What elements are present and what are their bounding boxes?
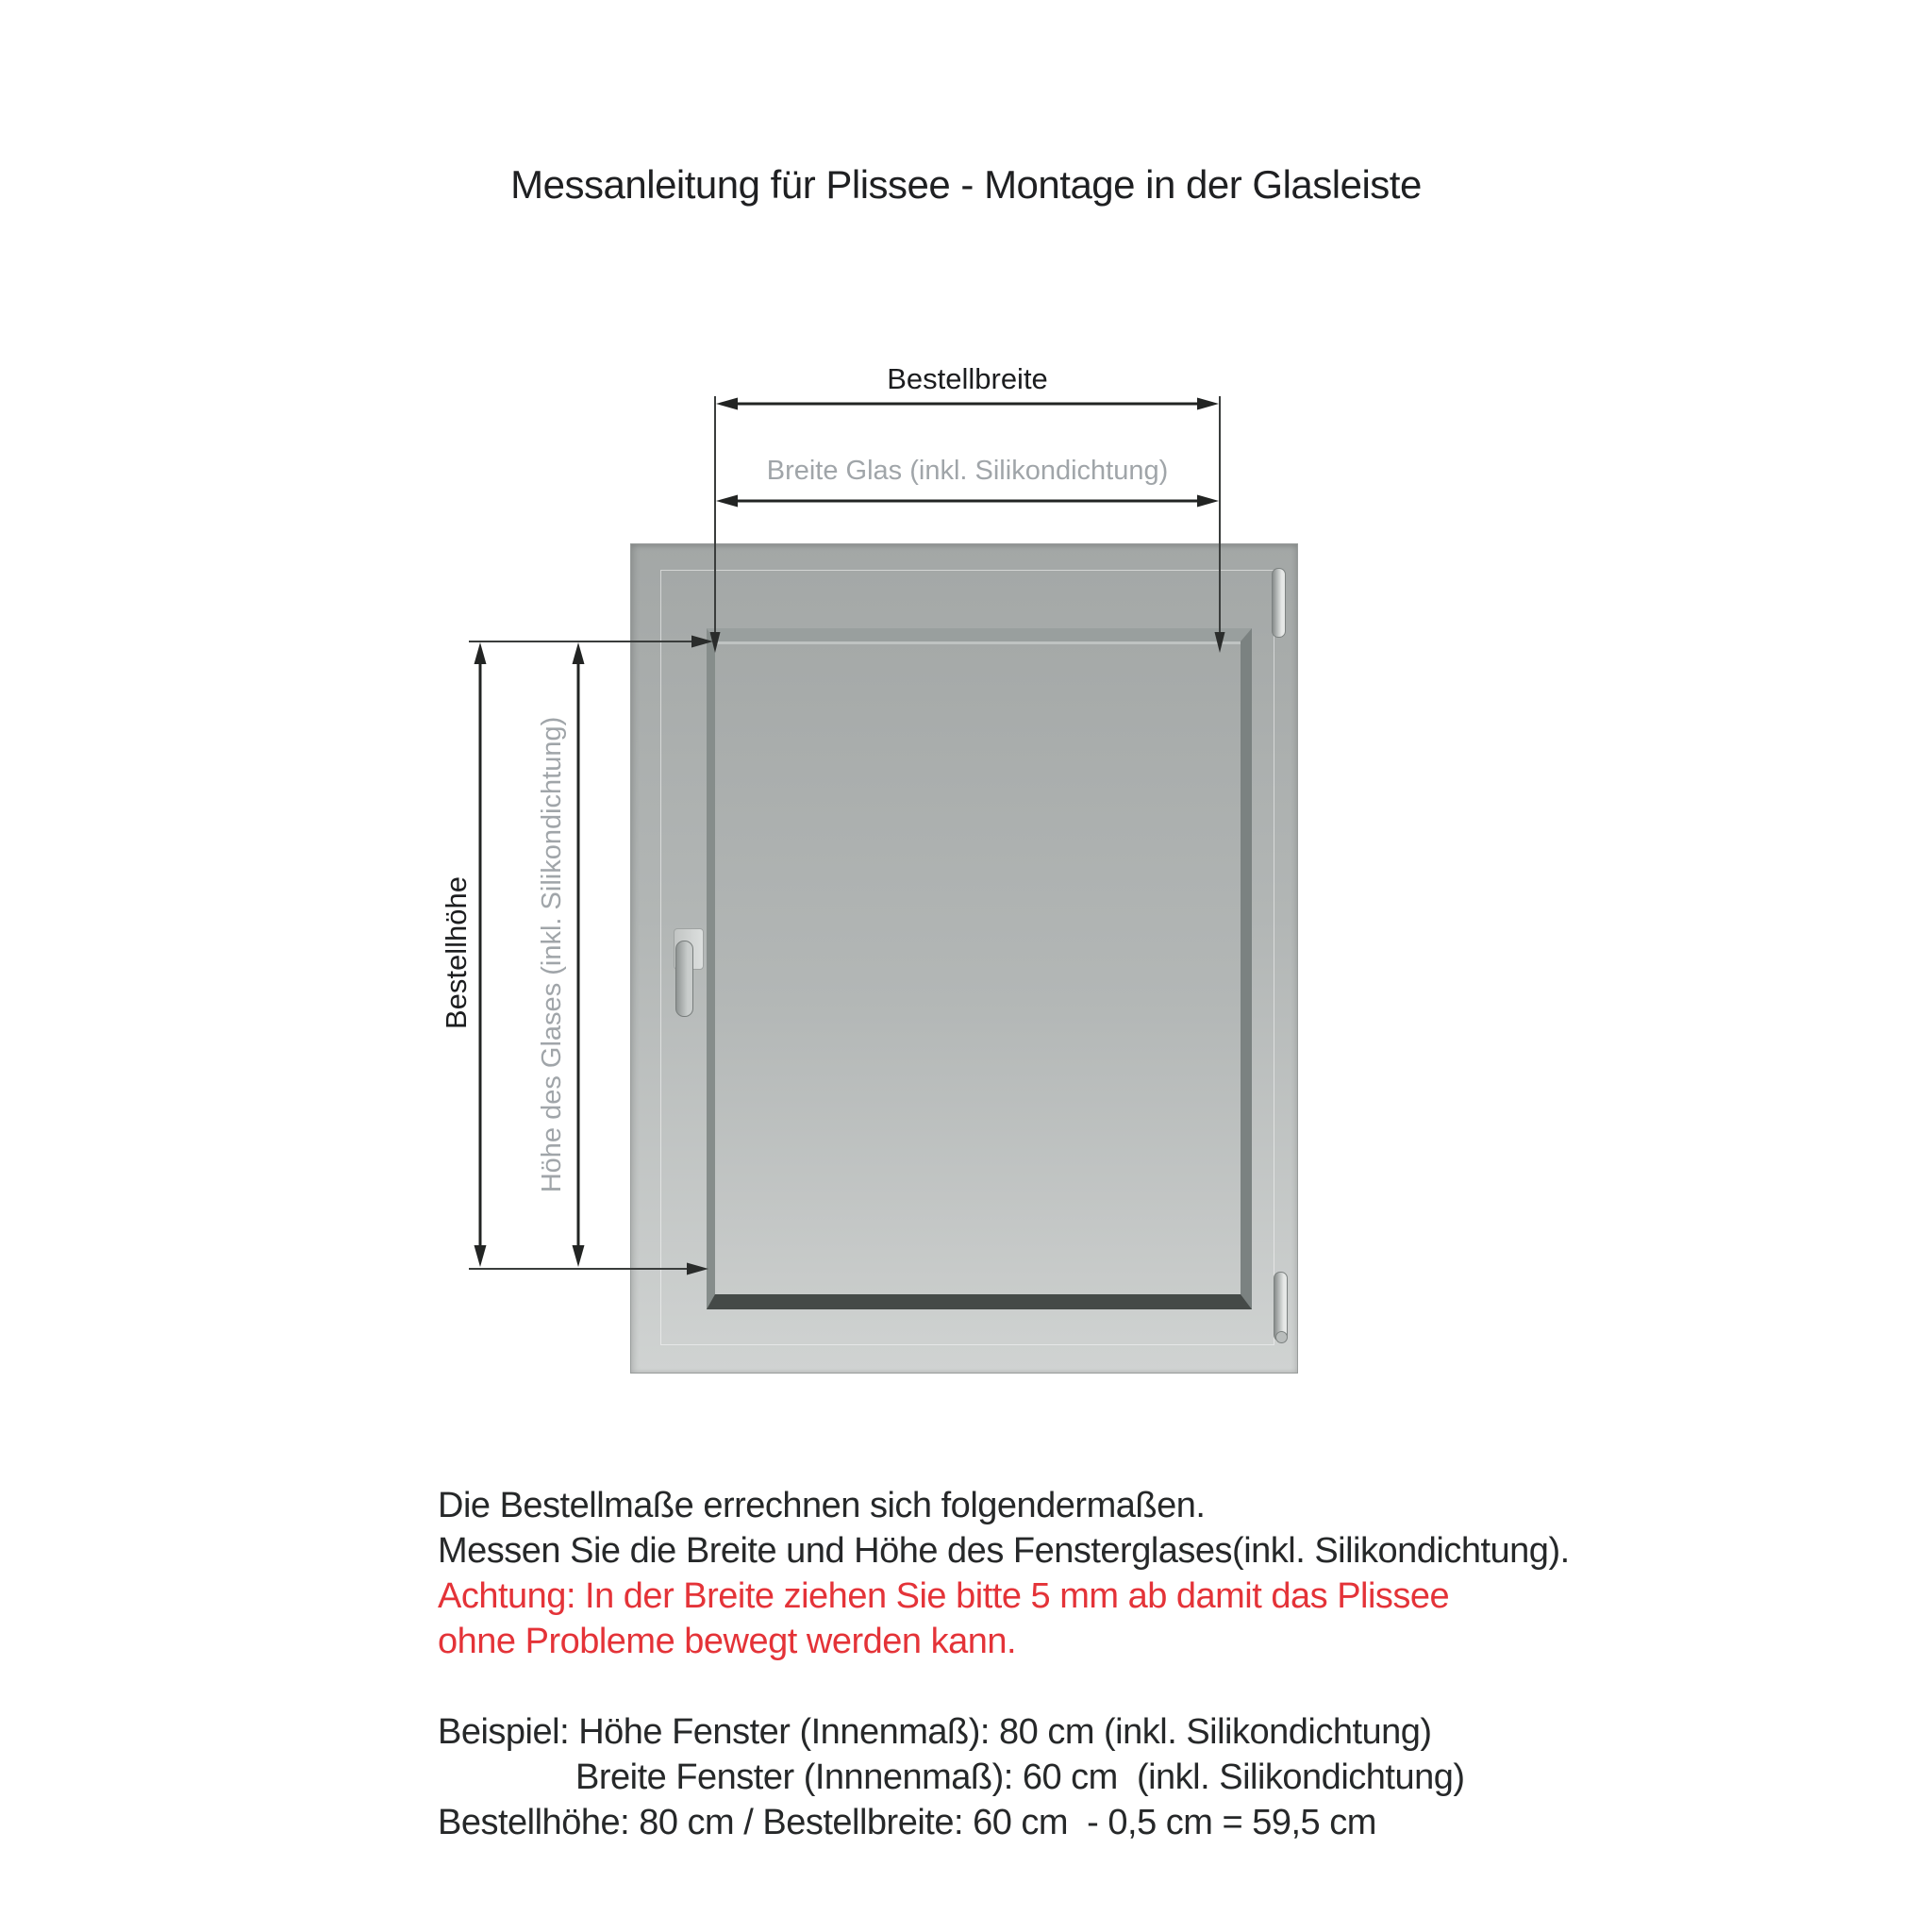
order-height-label: Bestellhöhe: [440, 876, 473, 1030]
instruction-line: Die Bestellmaße errechnen sich folgendermaßen.: [438, 1486, 1206, 1525]
text-spacer: [438, 1664, 1702, 1709]
order-width-label: Bestellbreite: [887, 362, 1048, 395]
warning-line: Achtung: In der Breite ziehen Sie bitte 5 mm ab damit das Plissee: [438, 1576, 1450, 1616]
glass-width-label: Breite Glas (inkl. Silikondichtung): [766, 456, 1169, 486]
instruction-text: [438, 1483, 1702, 1845]
example-line: Breite Fenster (Innnenmaß): 60 cm (inkl. Silikondichtung): [575, 1757, 1465, 1797]
warning-line: ohne Probleme bewegt werden kann.: [438, 1622, 1017, 1661]
example-line: Bestellhöhe: 80 cm / Bestellbreite: 60 cm - 0,5 cm = 59,5 cm: [438, 1803, 1376, 1842]
page-title: Messanleitung für Plissee - Montage in der Glasleiste: [510, 162, 1422, 207]
instruction-line: Messen Sie die Breite und Höhe des Fensterglases(inkl. Silikondichtung).: [438, 1531, 1570, 1571]
glass-height-label: Höhe des Glases (inkl. Silikondichtung): [537, 716, 567, 1193]
example-line: Beispiel: Höhe Fenster (Innenmaß): 80 cm (inkl. Silikondichtung): [438, 1712, 1432, 1752]
